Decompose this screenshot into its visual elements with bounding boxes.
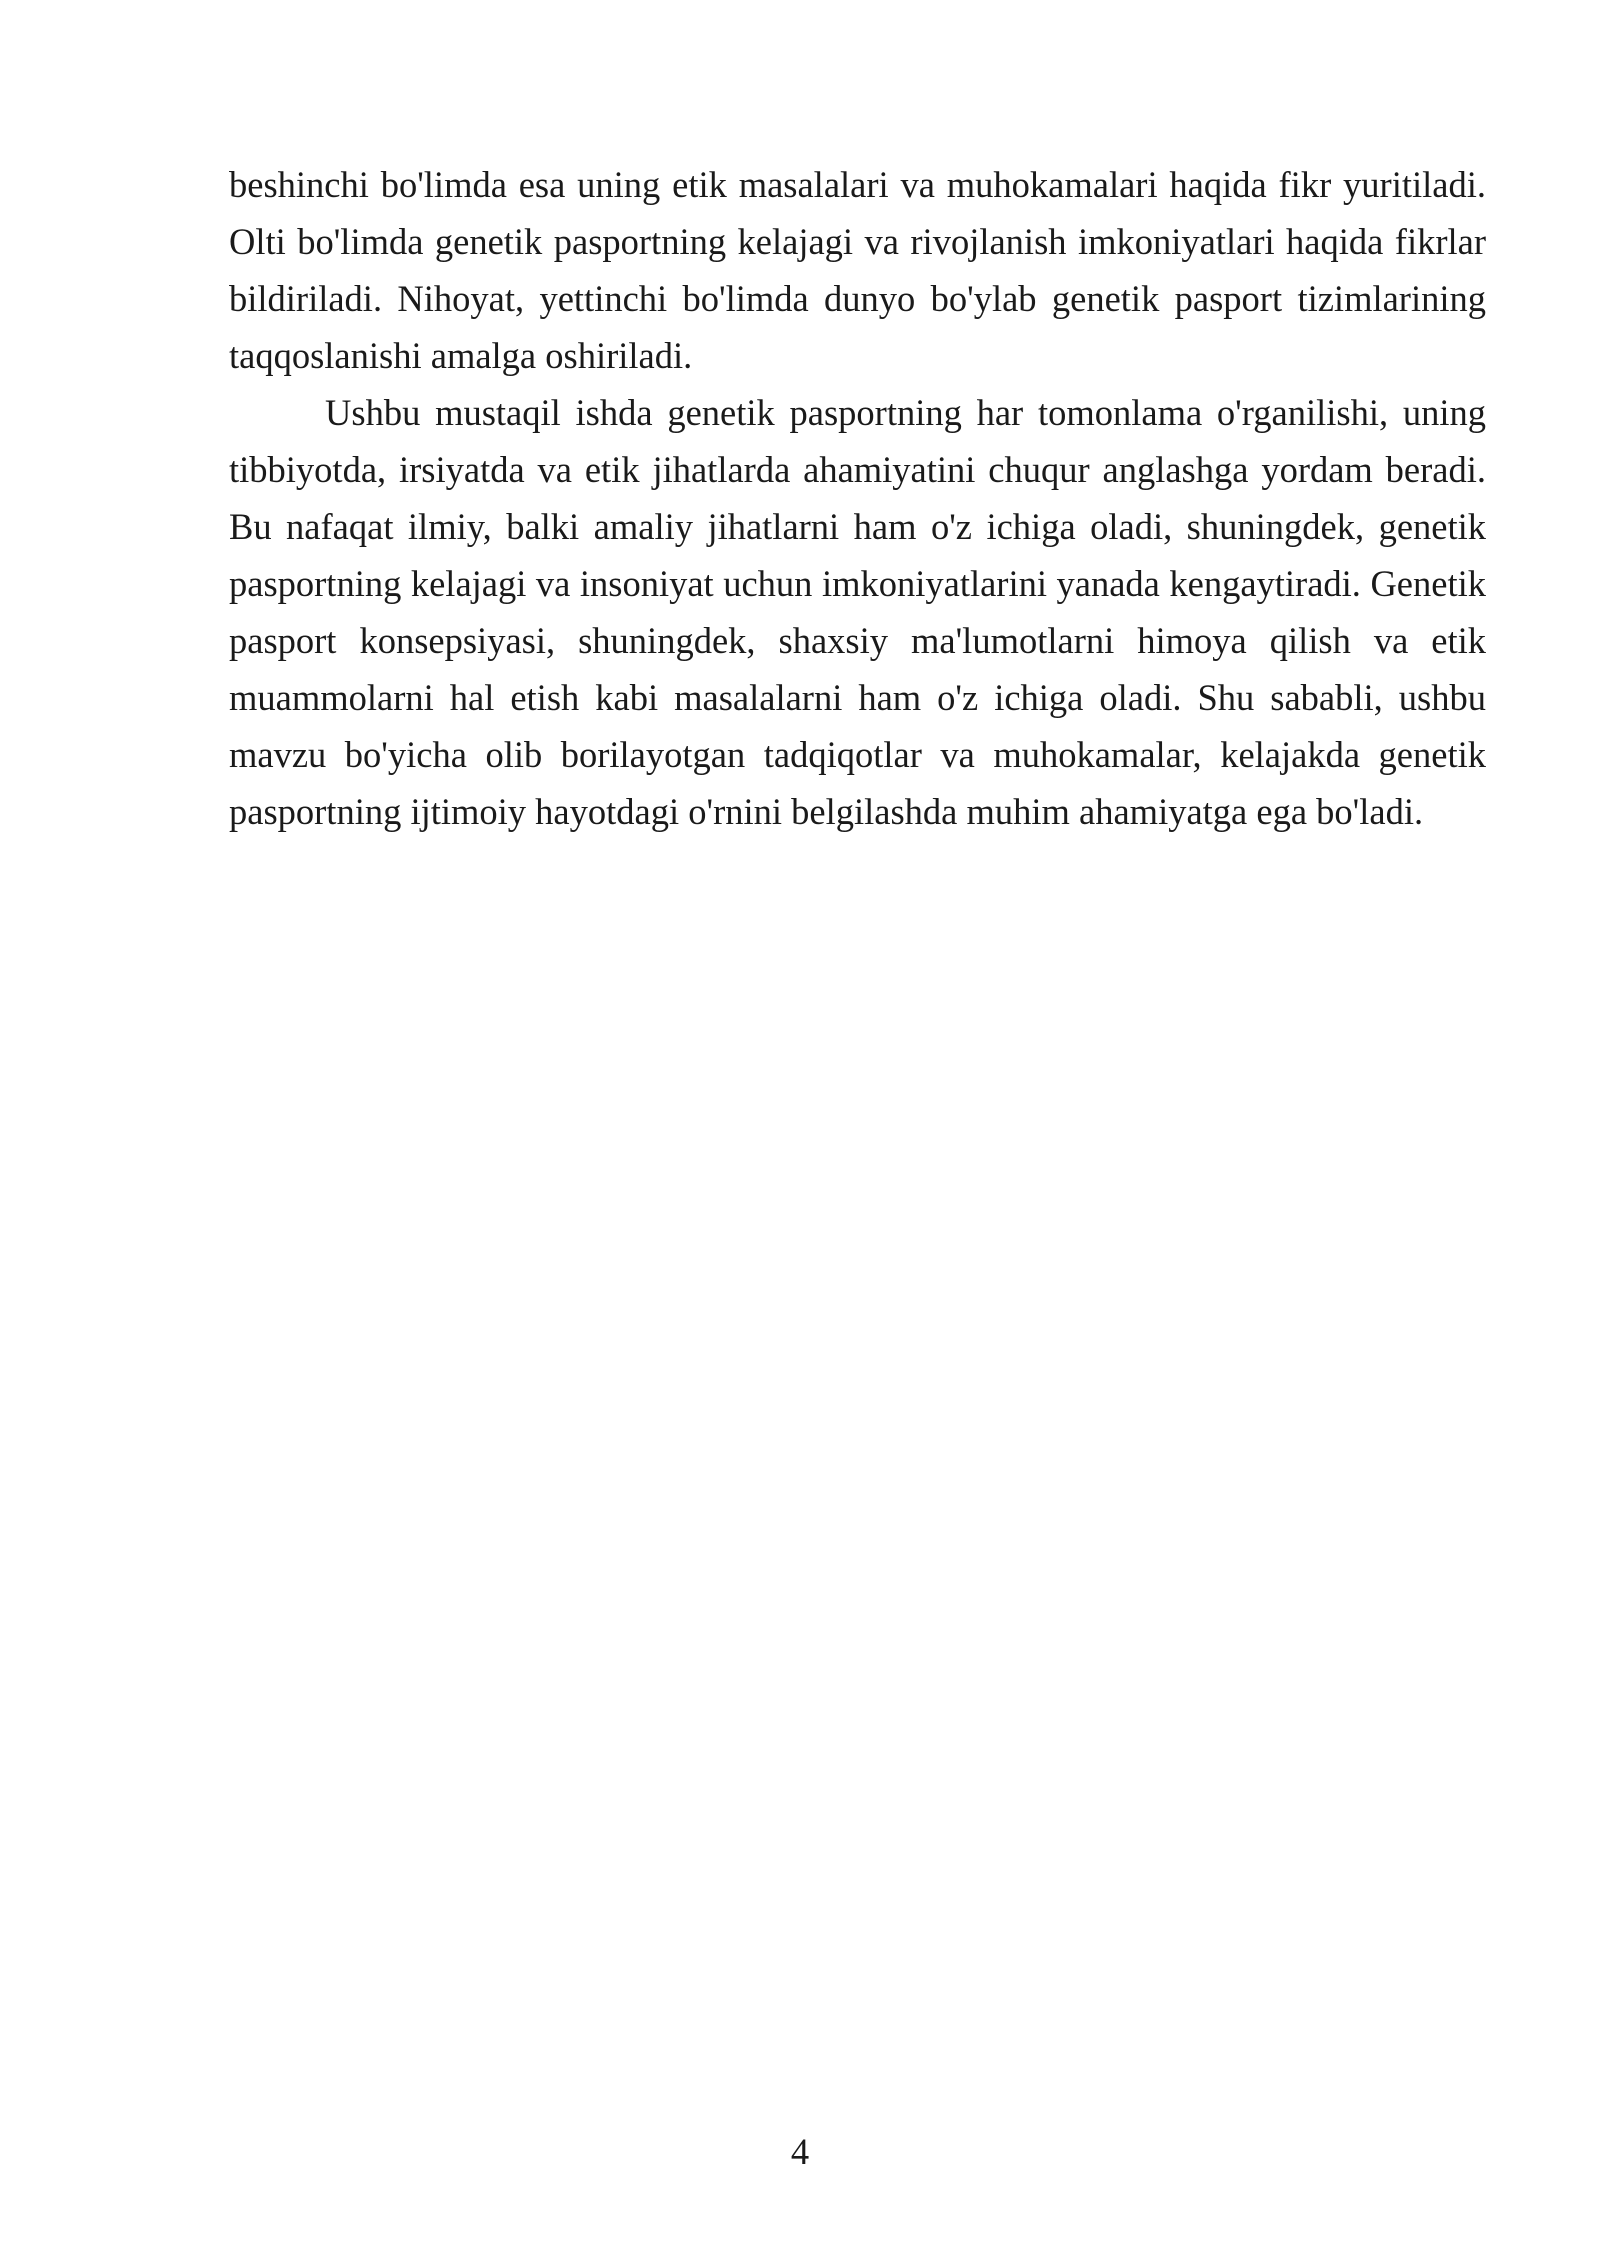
page-number: 4 (790, 2131, 810, 2172)
paragraph-continuation: beshinchi bo'limda esa uning etik masalalari va muhokamalari haqida fikr yuritiladi. Olti bo'limda genetik pasportning kelajagi va rivojlanish imkoniyatlari haqida fikrlar bildiriladi. Nihoyat, yettinchi bo'limda dunyo bo'ylab genetik pasport tizimlarining taqqoslanishi amalga oshiriladi. (229, 164, 1486, 376)
body-text (229, 156, 1486, 840)
paragraph-summary: Ushbu mustaqil ishda genetik pasportning har tomonlama o'rganilishi, uning tibbiyotda, irsiyatda va etik jihatlarda ahamiyatini chuqur anglashga yordam beradi. Bu nafaqat ilmiy, balki amaliy jihatlarni ham o'z ichiga oladi, shuningdek, genetik pasportning kelajagi va insoniyat uchun imkoniyatlarini yanada kengaytiradi. Genetik pasport konsepsiyasi, shuningdek, shaxsiy ma'lumotlarni himoya qilish va etik muammolarni hal etish kabi masalalarni ham o'z ichiga oladi. Shu sababli, ushbu mavzu bo'yicha olib borilayotgan tadqiqotlar va muhokamalar, kelajakda genetik pasportning ijtimoiy hayotdagi o'rnini belgilashda muhim ahamiyatga ega bo'ladi. (229, 392, 1486, 832)
